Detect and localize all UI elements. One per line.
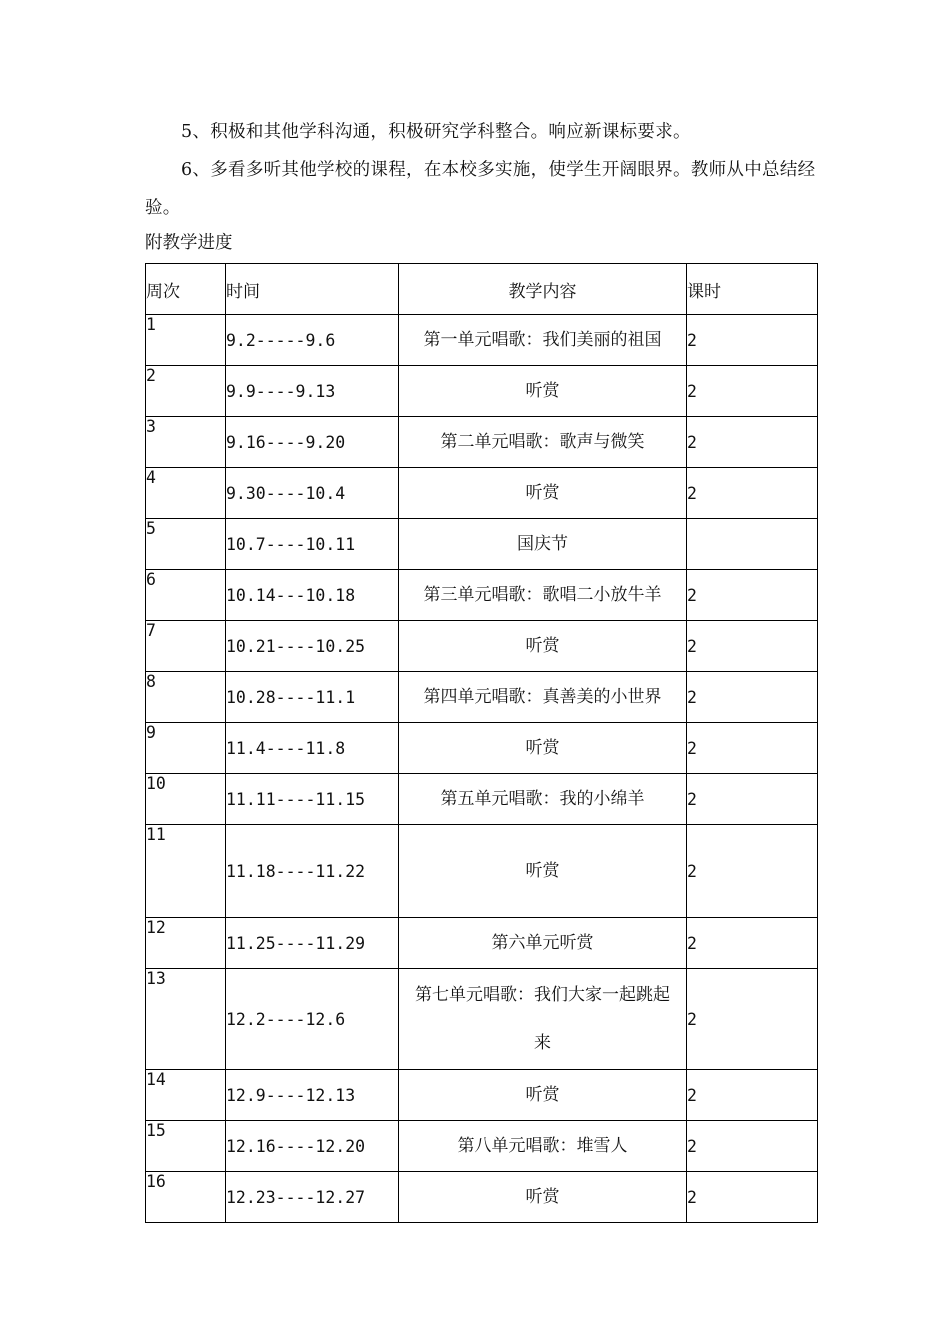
hours-cell <box>687 468 818 519</box>
hours-cell <box>687 315 818 366</box>
time-cell <box>226 672 399 723</box>
week-cell-text: 8 <box>146 672 156 691</box>
teaching-schedule-table <box>145 263 818 1223</box>
week-cell <box>146 774 226 825</box>
week-cell <box>146 1121 226 1172</box>
content-cell-text: 第一单元唱歌：我们美丽的祖国 <box>423 330 662 350</box>
hours-cell <box>687 723 818 774</box>
table-row <box>146 1172 818 1223</box>
content-cell-text: 听赏 <box>525 483 560 503</box>
content-cell <box>399 1172 687 1223</box>
time-cell-text: 12.23----12.27 <box>226 1187 366 1207</box>
week-cell-text: 13 <box>146 969 166 988</box>
table-row <box>146 723 818 774</box>
content-cell <box>399 570 687 621</box>
hours-cell <box>687 918 818 969</box>
content-cell <box>399 417 687 468</box>
time-cell-text: 10.7----10.11 <box>226 534 356 554</box>
hours-cell-text: 2 <box>687 330 697 350</box>
week-cell <box>146 1172 226 1223</box>
table-row <box>146 519 818 570</box>
week-cell-text: 16 <box>146 1172 166 1191</box>
week-cell-text: 7 <box>146 621 156 640</box>
hours-cell-text: 2 <box>687 1136 697 1156</box>
week-cell-text: 4 <box>146 468 156 487</box>
content-cell <box>399 315 687 366</box>
hours-cell <box>687 570 818 621</box>
time-cell <box>226 969 399 1070</box>
content-cell-text: 听赏 <box>525 381 560 401</box>
content-cell <box>399 468 687 519</box>
time-cell <box>226 621 399 672</box>
time-cell-text: 11.11----11.15 <box>226 789 366 809</box>
content-cell-text: 听赏 <box>525 1187 560 1207</box>
content-cell-text: 第七单元唱歌：我们大家一起跳起来 <box>415 985 670 1053</box>
table-row <box>146 672 818 723</box>
week-cell <box>146 723 226 774</box>
week-cell <box>146 366 226 417</box>
time-cell <box>226 315 399 366</box>
hours-cell <box>687 969 818 1070</box>
hours-cell <box>687 672 818 723</box>
hours-cell <box>687 519 818 570</box>
week-cell-text: 3 <box>146 417 156 436</box>
header-hours: 课时 <box>687 264 818 315</box>
table-row <box>146 1121 818 1172</box>
content-cell <box>399 1070 687 1121</box>
table-row <box>146 315 818 366</box>
hours-cell <box>687 417 818 468</box>
table-body <box>146 315 818 1223</box>
content-cell-text: 第五单元唱歌：我的小绵羊 <box>440 789 645 809</box>
table-row <box>146 570 818 621</box>
content-cell-text: 第六单元听赏 <box>491 933 594 953</box>
week-cell-text: 6 <box>146 570 156 589</box>
hours-cell <box>687 1172 818 1223</box>
hours-cell <box>687 1121 818 1172</box>
content-cell-text: 听赏 <box>525 1085 560 1105</box>
schedule-caption: 附教学进度 <box>145 233 233 253</box>
content-cell <box>399 918 687 969</box>
content-cell-text: 第八单元唱歌：堆雪人 <box>457 1136 628 1156</box>
week-cell <box>146 672 226 723</box>
week-cell-text: 15 <box>146 1121 166 1140</box>
week-cell <box>146 825 226 918</box>
header-week: 周次 <box>146 264 226 315</box>
hours-cell <box>687 825 818 918</box>
week-cell <box>146 969 226 1070</box>
hours-cell-text: 2 <box>687 1085 697 1105</box>
content-cell <box>399 1121 687 1172</box>
week-cell-text: 5 <box>146 519 156 538</box>
paragraph-item-5: 5、积极和其他学科沟通，积极研究学科整合。响应新课标要求。 <box>181 122 691 142</box>
table-row <box>146 366 818 417</box>
content-cell <box>399 723 687 774</box>
hours-cell-text: 2 <box>687 861 697 881</box>
table-row <box>146 1070 818 1121</box>
hours-cell-text: 2 <box>687 1009 697 1029</box>
time-cell <box>226 723 399 774</box>
paragraph-item-6: 6、多看多听其他学校的课程，在本校多实施，使学生开阔眼界。教师从中总结经验。 <box>145 160 816 218</box>
hours-cell-text: 2 <box>687 432 697 452</box>
time-cell <box>226 417 399 468</box>
content-cell <box>399 774 687 825</box>
week-cell <box>146 417 226 468</box>
time-cell <box>226 570 399 621</box>
week-cell-text: 2 <box>146 366 156 385</box>
content-cell-text: 第二单元唱歌：歌声与微笑 <box>440 432 645 452</box>
header-time: 时间 <box>226 264 399 315</box>
time-cell <box>226 825 399 918</box>
table-row <box>146 774 818 825</box>
time-cell <box>226 918 399 969</box>
time-cell <box>226 1172 399 1223</box>
week-cell-text: 12 <box>146 918 166 937</box>
table-row <box>146 918 818 969</box>
content-cell <box>399 825 687 918</box>
table-row <box>146 417 818 468</box>
hours-cell-text: 2 <box>687 381 697 401</box>
time-cell-text: 10.14---10.18 <box>226 585 356 605</box>
hours-cell-text: 2 <box>687 738 697 758</box>
hours-cell-text: 2 <box>687 585 697 605</box>
content-cell-text: 听赏 <box>525 636 560 656</box>
time-cell <box>226 774 399 825</box>
week-cell-text: 1 <box>146 315 156 334</box>
time-cell <box>226 519 399 570</box>
week-cell <box>146 621 226 672</box>
table-row <box>146 825 818 918</box>
hours-cell-text: 2 <box>687 483 697 503</box>
content-cell-text: 第四单元唱歌：真善美的小世界 <box>423 687 662 707</box>
content-cell-text: 听赏 <box>525 861 560 881</box>
hours-cell <box>687 1070 818 1121</box>
week-cell <box>146 315 226 366</box>
hours-cell <box>687 774 818 825</box>
table-row <box>146 621 818 672</box>
content-cell-text: 第三单元唱歌：歌唱二小放牛羊 <box>423 585 662 605</box>
time-cell-text: 12.2----12.6 <box>226 1009 346 1029</box>
time-cell <box>226 1070 399 1121</box>
week-cell-text: 10 <box>146 774 166 793</box>
week-cell <box>146 1070 226 1121</box>
table-row <box>146 468 818 519</box>
week-cell-text: 9 <box>146 723 156 742</box>
week-cell <box>146 570 226 621</box>
content-cell <box>399 621 687 672</box>
time-cell-text: 9.16----9.20 <box>226 432 346 452</box>
hours-cell <box>687 366 818 417</box>
week-cell <box>146 468 226 519</box>
time-cell <box>226 1121 399 1172</box>
time-cell-text: 11.4----11.8 <box>226 738 346 758</box>
hours-cell <box>687 621 818 672</box>
content-cell <box>399 366 687 417</box>
content-cell <box>399 672 687 723</box>
week-cell <box>146 519 226 570</box>
time-cell-text: 9.30----10.4 <box>226 483 346 503</box>
table-row <box>146 969 818 1070</box>
hours-cell-text: 2 <box>687 789 697 809</box>
header-content: 教学内容 <box>399 264 687 315</box>
time-cell-text: 11.25----11.29 <box>226 933 366 953</box>
time-cell-text: 9.2-----9.6 <box>226 330 336 350</box>
content-cell-text: 国庆节 <box>517 534 568 554</box>
content-cell <box>399 519 687 570</box>
time-cell <box>226 366 399 417</box>
week-cell-text: 14 <box>146 1070 166 1089</box>
time-cell-text: 12.9----12.13 <box>226 1085 356 1105</box>
hours-cell-text: 2 <box>687 687 697 707</box>
table-header <box>146 264 818 315</box>
time-cell-text: 9.9----9.13 <box>226 381 336 401</box>
content-cell-text: 听赏 <box>525 738 560 758</box>
time-cell-text: 10.21----10.25 <box>226 636 366 656</box>
hours-cell-text: 2 <box>687 1187 697 1207</box>
time-cell-text: 10.28----11.1 <box>226 687 356 707</box>
week-cell <box>146 918 226 969</box>
time-cell-text: 11.18----11.22 <box>226 861 366 881</box>
hours-cell-text: 2 <box>687 636 697 656</box>
time-cell-text: 12.16----12.20 <box>226 1136 366 1156</box>
content-cell <box>399 969 687 1070</box>
hours-cell-text: 2 <box>687 933 697 953</box>
time-cell <box>226 468 399 519</box>
week-cell-text: 11 <box>146 825 166 844</box>
